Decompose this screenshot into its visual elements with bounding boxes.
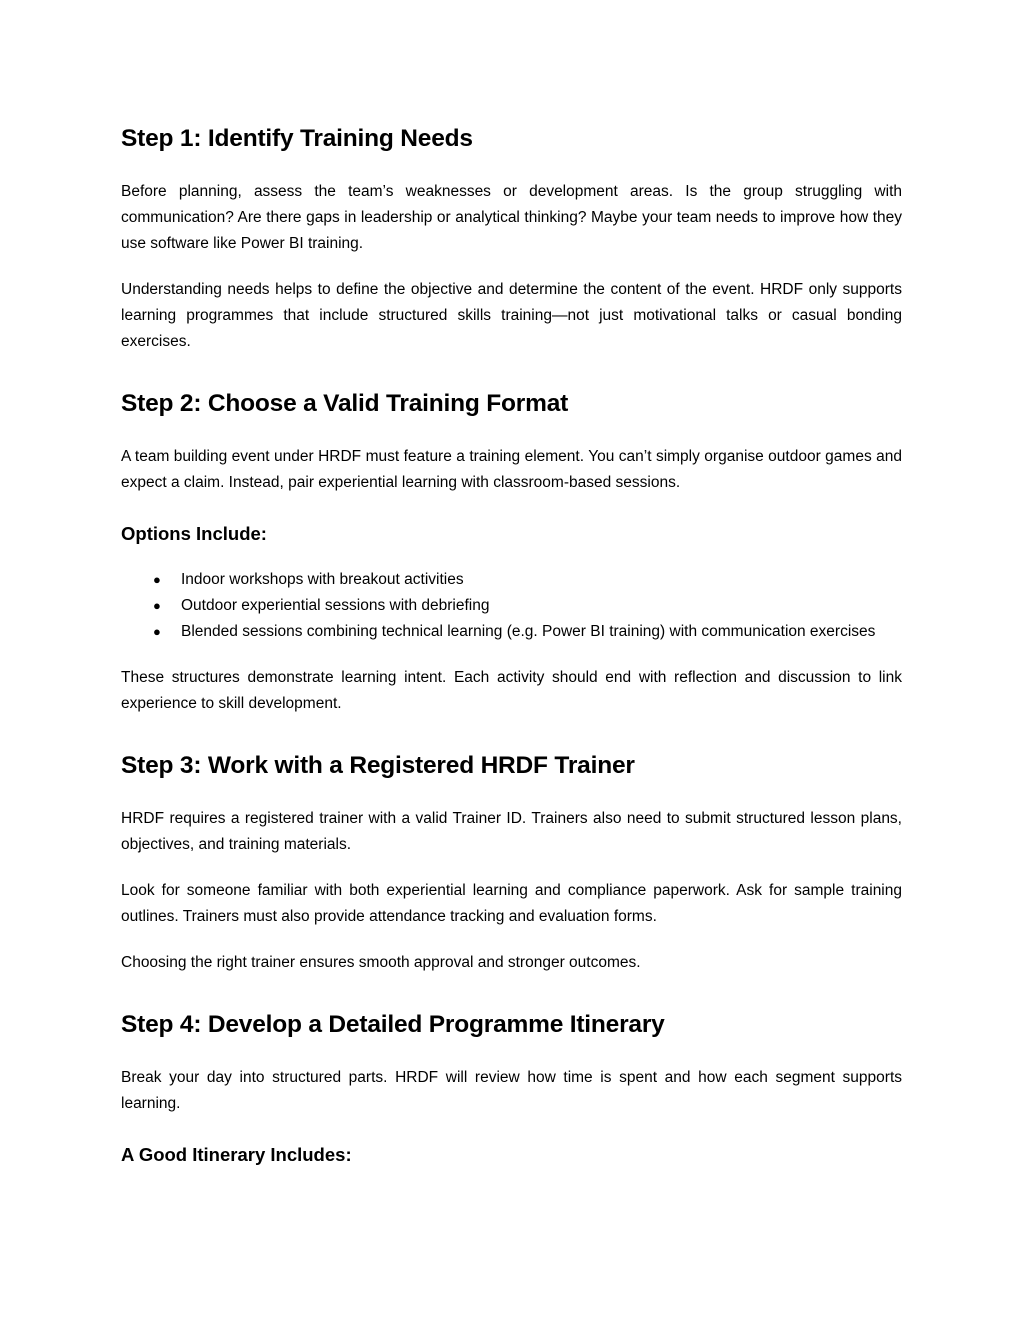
section-step-4 xyxy=(121,1008,902,1168)
paragraph: Break your day into structured parts. HRDF will review how time is spent and how each segment supports learning. xyxy=(121,1069,902,1112)
bullet-icon: ● xyxy=(153,624,161,639)
document-body xyxy=(121,122,902,1168)
paragraph: Choosing the right trainer ensures smooth approval and stronger outcomes. xyxy=(121,954,641,971)
section-step-2 xyxy=(121,387,902,717)
paragraph: Understanding needs helps to define the objective and determine the content of the event. HRDF only supports learning programmes that include structured skills training—not just motivational talks or casual bonding exercises. xyxy=(121,281,902,350)
section-heading: Step 1: Identify Training Needs xyxy=(121,125,473,152)
section-step-1 xyxy=(121,122,902,355)
subheading: A Good Itinerary Includes: xyxy=(121,1144,352,1165)
paragraph: Look for someone familiar with both experiential learning and compliance paperwork. Ask for sample training outlines. Trainers must also provide attendance tracking and evaluation forms. xyxy=(121,882,902,925)
bullet-icon: ● xyxy=(153,598,161,613)
section-step-3 xyxy=(121,749,902,976)
list-item-text: Indoor workshops with breakout activities xyxy=(181,571,464,588)
paragraph: A team building event under HRDF must feature a training element. You can’t simply organise outdoor games and expect a claim. Instead, pair experiential learning with classroom-based sessions. xyxy=(121,448,902,491)
list-item xyxy=(121,593,902,619)
bullet-list xyxy=(121,567,902,645)
bullet-icon: ● xyxy=(153,572,161,587)
list-item xyxy=(121,567,902,593)
subheading: Options Include: xyxy=(121,523,267,544)
section-heading: Step 3: Work with a Registered HRDF Trainer xyxy=(121,752,635,779)
list-item-text: Outdoor experiential sessions with debriefing xyxy=(181,597,490,614)
list-item-text: Blended sessions combining technical learning (e.g. Power BI training) with communication exercises xyxy=(181,623,876,640)
section-heading: Step 4: Develop a Detailed Programme Itinerary xyxy=(121,1011,665,1038)
paragraph: Before planning, assess the team’s weaknesses or development areas. Is the group struggling with communication? Are there gaps in leadership or analytical thinking? Maybe your team needs to improve how they use software like Power BI training. xyxy=(121,183,902,252)
list-item xyxy=(121,619,902,645)
section-heading: Step 2: Choose a Valid Training Format xyxy=(121,390,569,417)
paragraph: HRDF requires a registered trainer with a valid Trainer ID. Trainers also need to submit structured lesson plans, objectives, and training materials. xyxy=(121,810,902,853)
paragraph: These structures demonstrate learning intent. Each activity should end with reflection and discussion to link experience to skill development. xyxy=(121,669,902,712)
